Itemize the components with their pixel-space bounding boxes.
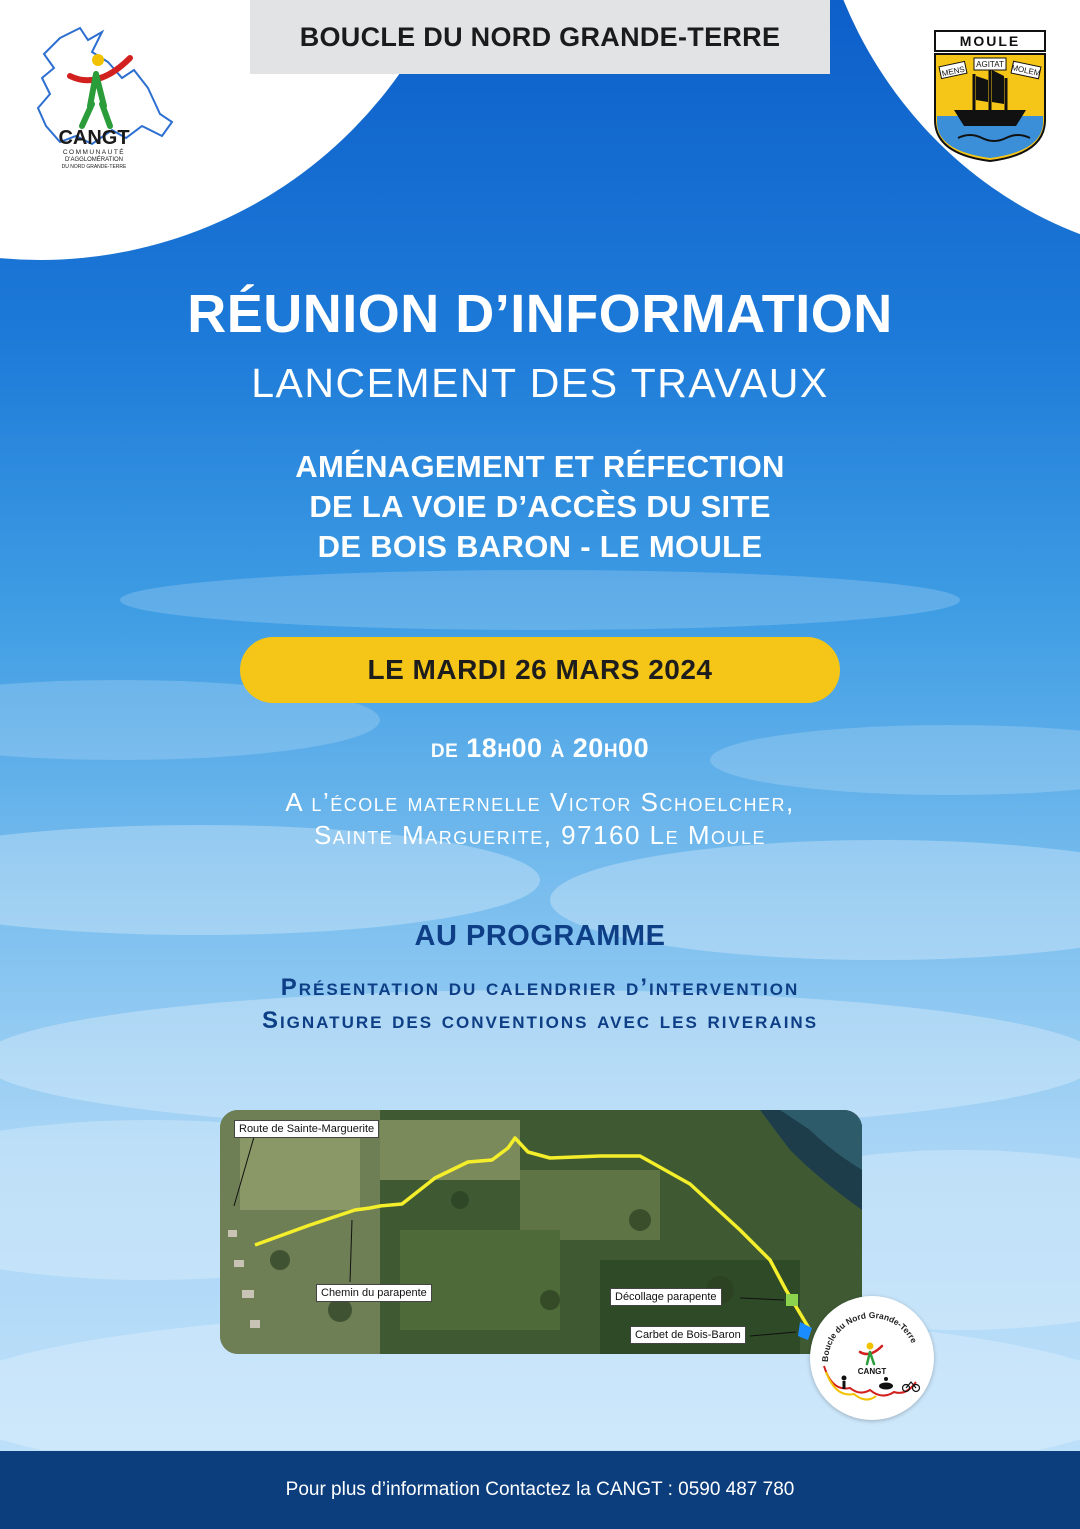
header-banner [250,0,830,74]
project-line-1: AMÉNAGEMENT ET RÉFECTION [295,449,785,484]
moule-motto-3: MOLEM [1010,63,1042,78]
project-line-3: DE BOIS BARON - LE MOULE [317,529,763,564]
boucle-badge-graphic [810,1296,934,1420]
moule-motto-2: AGITAT [976,60,1004,69]
moule-crest-town: MOULE [959,33,1021,49]
main-title: RÉUNION D’INFORMATION [187,284,893,344]
program-item-1: Présentation du calendrier d’intervention [280,974,800,1001]
location-line-2: Sainte Marguerite, 97160 Le Moule [313,820,767,850]
map-label-route: Route de Sainte-Marguerite [234,1120,379,1138]
project-line-2: DE LA VOIE D’ACCÈS DU SITE [309,489,771,524]
program-title: AU PROGRAMME [414,920,666,952]
main-subtitle: LANCEMENT DES TRAVAUX [251,360,829,406]
event-time: de 18h00 à 20h00 [430,733,650,763]
map-label-decollage: Décollage parapente [610,1288,722,1306]
aerial-map-image [220,1110,862,1354]
badge-arc-path-text: Boucle du Nord Grande-Terre [819,1309,920,1363]
map-label-chemin: Chemin du parapente [316,1284,432,1302]
event-date: LE MARDI 26 MARS 2024 [367,654,713,685]
location-line-1: A l’école maternelle Victor Schoelcher, [285,787,795,817]
map-label-carbet: Carbet de Bois-Baron [630,1326,746,1344]
aerial-route-map [220,1110,862,1354]
cangt-logo-sub1: COMMUNAUTÉ [62,149,126,156]
footer-contact: Pour plus d’information Contactez la CANGT : 0590 487 780 [285,1479,795,1500]
horse-rider-icon [879,1377,893,1390]
moule-crest [934,30,1046,162]
date-pill [240,637,840,703]
cangt-logo-name: CANGT [58,127,130,149]
cangt-logo [30,18,180,178]
moule-motto-1: MENS [941,64,966,79]
cangt-logo-sub2: D'AGGLOMÉRATION [64,157,124,163]
header-banner-text: BOUCLE DU NORD GRANDE-TERRE [299,21,781,52]
badge-logo-text: CANGT [857,1367,887,1376]
cangt-mini-logo [860,1343,882,1365]
hiker-icon [842,1376,847,1390]
boucle-badge [810,1296,934,1420]
program-item-2: Signature des conventions avec les riverains [261,1007,819,1034]
footer-bar [0,1451,1080,1529]
cangt-logo-sub3: DU NORD GRANDE-TERRE [61,164,127,170]
